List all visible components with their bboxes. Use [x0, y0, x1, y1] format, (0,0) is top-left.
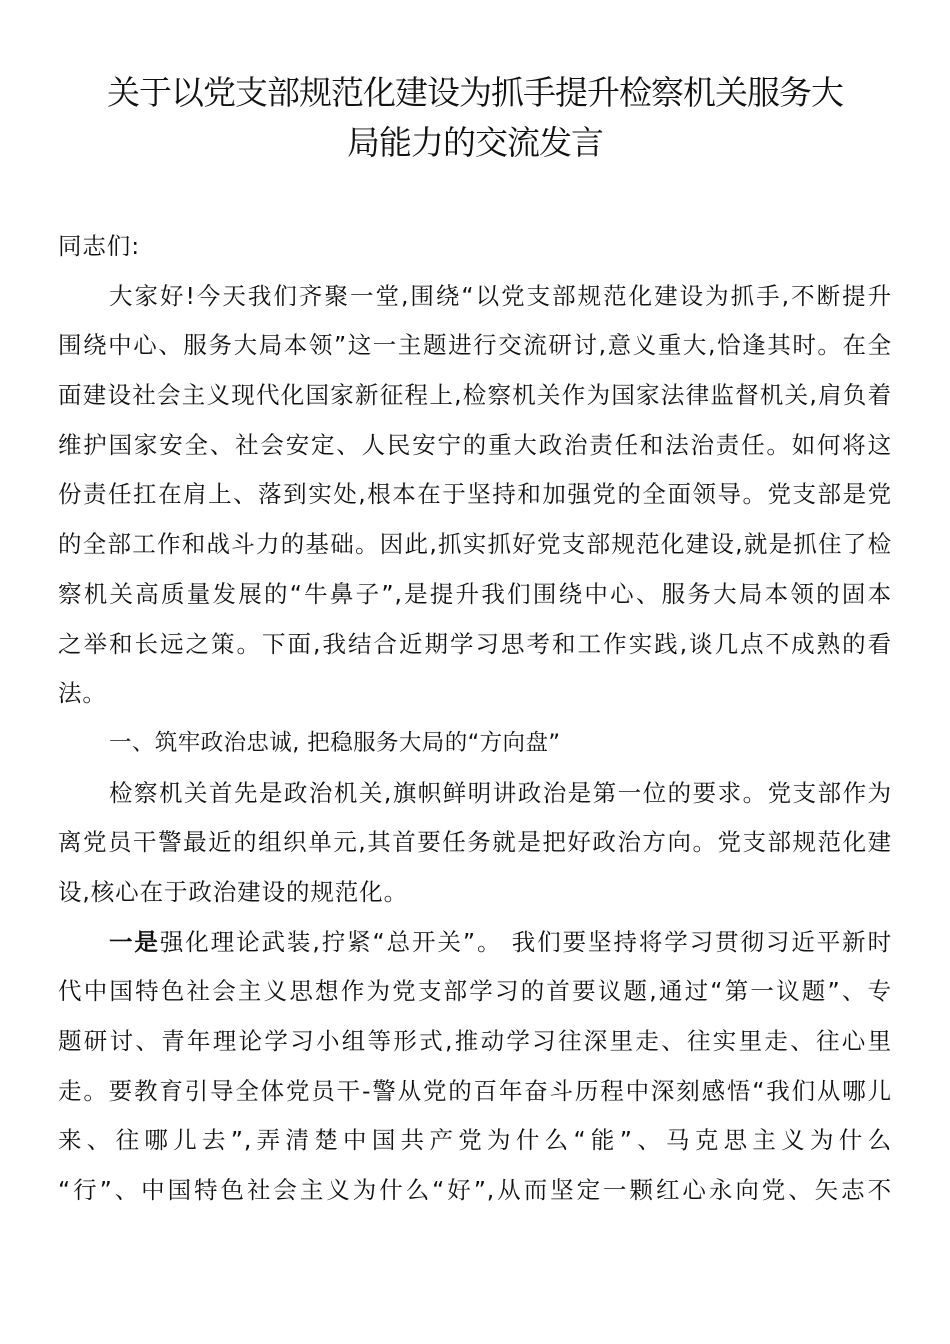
point-1-paragraph	[58, 918, 892, 1216]
title-line-1: 关于以党支部规范化建设为抓手提升检察机关服务大	[107, 73, 843, 112]
paragraph-line: 围绕中心、服务大局本领”这一主题进行交流研讨,意义重大,恰逢其时。在全	[58, 331, 892, 360]
paragraph-line: 之举和长远之策。下面,我结合近期学习思考和工作实践,谈几点不成熟的看	[58, 629, 892, 658]
paragraph-line: 离党员干警最近的组织单元,其首要任务就是把好政治方向。党支部规范化建	[58, 828, 892, 857]
intro-paragraph	[58, 272, 892, 719]
paragraph-line: 设,核心在于政治建设的规范化。	[58, 877, 408, 906]
paragraph-line: 法。	[58, 679, 107, 708]
paragraph-line: 题研讨、青年理论学习小组等形式,推动学习往深里走、往实里走、往心里	[58, 1027, 892, 1055]
document-body	[58, 222, 892, 1216]
paragraph-line: 维护国家安全、社会安定、人民安宁的重大政治责任和法治责任。如何将这	[58, 430, 892, 459]
point-1-first-line-text: 强化理论武装,拧紧“总开关”。 我们要坚持将学习贯彻习近平新时	[159, 927, 892, 956]
section-heading-1: 一、筑牢政治忠诚, 把稳服务大局的“方向盘”	[109, 729, 561, 756]
paragraph-line: “行”、中国特色社会主义为什么“好”,从而坚定一颗红心永向党、矢志不	[58, 1176, 892, 1205]
paragraph-line: 察机关高质量发展的“牛鼻子”,是提升我们围绕中心、服务大局本领的固本	[58, 579, 892, 608]
paragraph-line: 大家好!今天我们齐聚一堂,围绕“以党支部规范化建设为抓手,不断提升	[109, 281, 892, 310]
point-1-first-line	[58, 918, 892, 968]
salutation: 同志们:	[58, 232, 141, 260]
paragraph-line: 代中国特色社会主义思想作为党支部学习的首要议题,通过“第一议题”、专	[58, 977, 892, 1006]
section-1-paragraph	[58, 769, 892, 918]
paragraph-line: 检察机关首先是政治机关,旗帜鲜明讲政治是第一位的要求。党支部作为	[109, 778, 892, 807]
paragraph-line: 来、往哪儿去”,弄清楚中国共产党为什么“能”、马克思主义为什么	[58, 1126, 892, 1155]
paragraph-line: 的全部工作和战斗力的基础。因此,抓实抓好党支部规范化建设,就是抓住了检	[58, 530, 892, 559]
document-title	[40, 68, 910, 168]
title-line-2: 局能力的交流发言	[347, 123, 603, 162]
point-1-lead: 一是	[109, 927, 160, 956]
paragraph-line: 份责任扛在肩上、落到实处,根本在于坚持和加强党的全面领导。党支部是党	[58, 480, 892, 509]
paragraph-line: 面建设社会主义现代化国家新征程上,检察机关作为国家法律监督机关,肩负着	[58, 381, 892, 410]
paragraph-line: 走。要教育引导全体党员干-警从党的百年奋斗历程中深刻感悟“我们从哪儿	[58, 1076, 892, 1105]
